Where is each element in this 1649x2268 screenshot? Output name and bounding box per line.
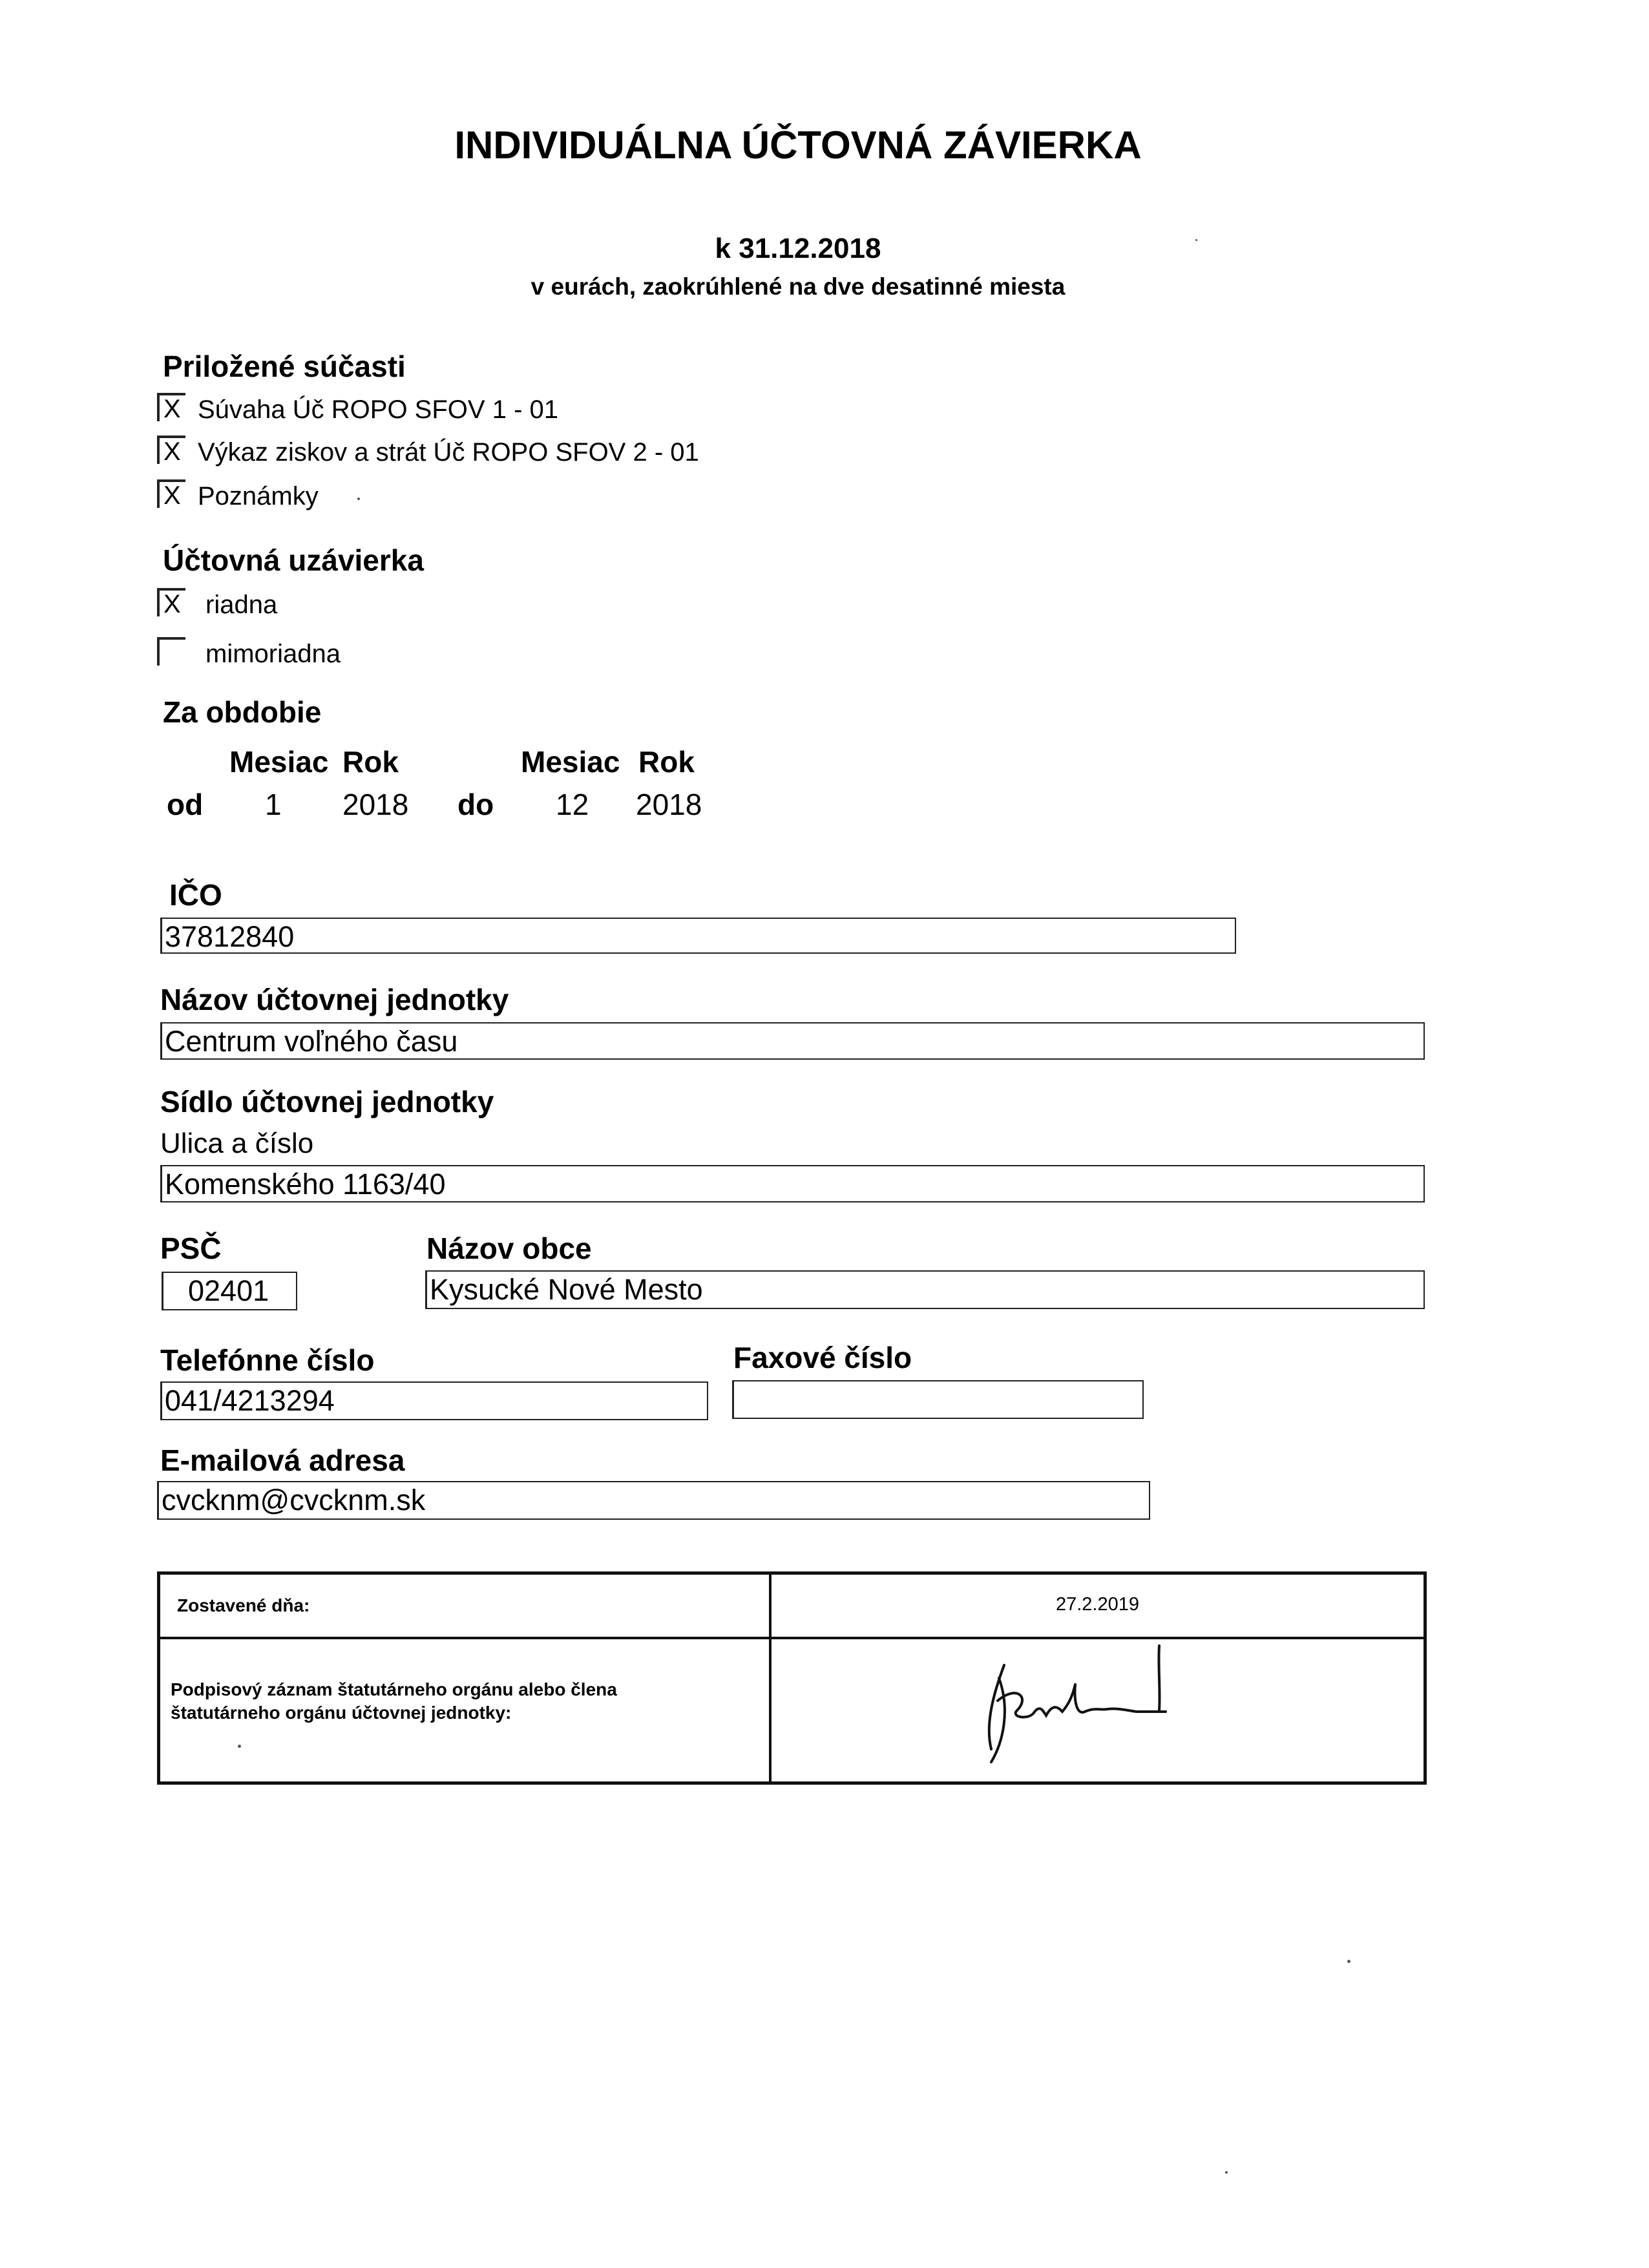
- email-field[interactable]: cvcknm@cvcknm.sk: [157, 1481, 1150, 1520]
- to-label: do: [457, 788, 494, 821]
- psc-label: PSČ: [160, 1232, 222, 1265]
- attachment-checkbox-balance[interactable]: X: [157, 393, 185, 421]
- compiled-label: Zostavené dňa:: [177, 1595, 310, 1615]
- signature-table: [157, 1571, 1427, 1785]
- report-date: k 31.12.2018: [715, 233, 881, 264]
- currency-note: v eurách, zaokrúhlené na dve desatinné miesta: [530, 273, 1066, 300]
- attachment-label-notes: Poznámky: [198, 482, 319, 510]
- city-label: Názov obce: [426, 1232, 592, 1265]
- signature-label: Podpisový záznam štatutárneho orgánu alebo člena štatutárneho orgánu účtovnej jednotky:: [171, 1679, 617, 1723]
- closing-heading: Účtovná uzávierka: [163, 543, 424, 577]
- from-year-value: 2018: [342, 788, 409, 821]
- attachments-heading: Priložené súčasti: [163, 350, 406, 383]
- attachment-label-income: Výkaz ziskov a strát Úč ROPO SFOV 2 - 01: [198, 438, 699, 467]
- closing-label-regular: riadna: [205, 591, 278, 619]
- to-year-header: Rok: [638, 745, 695, 779]
- to-month-value: 12: [556, 788, 589, 821]
- phone-field[interactable]: 041/4213294: [160, 1381, 708, 1420]
- fax-label: Faxové číslo: [733, 1341, 912, 1374]
- closing-checkbox-extraordinary[interactable]: [157, 637, 185, 666]
- from-label: od: [167, 788, 204, 821]
- closing-label-extraordinary: mimoriadna: [205, 640, 341, 668]
- ico-label: IČO: [169, 878, 222, 912]
- from-year-header: Rok: [342, 745, 399, 779]
- scan-speck: [357, 498, 360, 500]
- entity-name-label: Názov účtovnej jednotky: [160, 983, 509, 1016]
- scan-speck: [1195, 239, 1197, 241]
- scan-speck: [1347, 1960, 1350, 1963]
- signature-label-cell: [159, 1638, 771, 1783]
- attachment-checkbox-notes[interactable]: X: [157, 479, 185, 508]
- compiled-date: 27.2.2019: [1055, 1594, 1139, 1615]
- document-title: INDIVIDUÁLNA ÚČTOVNÁ ZÁVIERKA: [454, 123, 1142, 167]
- to-month-header: Mesiac: [521, 745, 620, 779]
- attachment-label-balance: Súvaha Úč ROPO SFOV 1 - 01: [198, 395, 558, 424]
- from-month-value: 1: [265, 788, 282, 821]
- scan-speck: [1225, 2171, 1228, 2174]
- handwritten-signature: [965, 1639, 1224, 1769]
- email-label: E-mailová adresa: [160, 1444, 405, 1477]
- period-heading: Za obdobie: [163, 695, 322, 729]
- fax-field[interactable]: [732, 1380, 1144, 1419]
- phone-label: Telefónne číslo: [160, 1343, 375, 1377]
- street-field[interactable]: Komenského 1163/40: [160, 1165, 1425, 1202]
- compiled-value-cell: [770, 1573, 1425, 1638]
- ico-field[interactable]: 37812840: [160, 918, 1236, 954]
- scan-speck: [238, 1745, 241, 1748]
- from-month-header: Mesiac: [229, 745, 329, 779]
- attachment-checkbox-income[interactable]: X: [157, 436, 185, 464]
- psc-field[interactable]: 02401: [162, 1272, 297, 1310]
- signature-cell: [770, 1638, 1425, 1783]
- street-label: Ulica a číslo: [160, 1128, 314, 1159]
- address-heading: Sídlo účtovnej jednotky: [160, 1085, 494, 1118]
- closing-checkbox-regular[interactable]: X: [157, 588, 185, 616]
- compiled-label-cell: [159, 1573, 771, 1638]
- city-field[interactable]: Kysucké Nové Mesto: [425, 1270, 1425, 1309]
- to-year-value: 2018: [636, 788, 702, 821]
- entity-name-field[interactable]: Centrum voľného času: [160, 1022, 1425, 1060]
